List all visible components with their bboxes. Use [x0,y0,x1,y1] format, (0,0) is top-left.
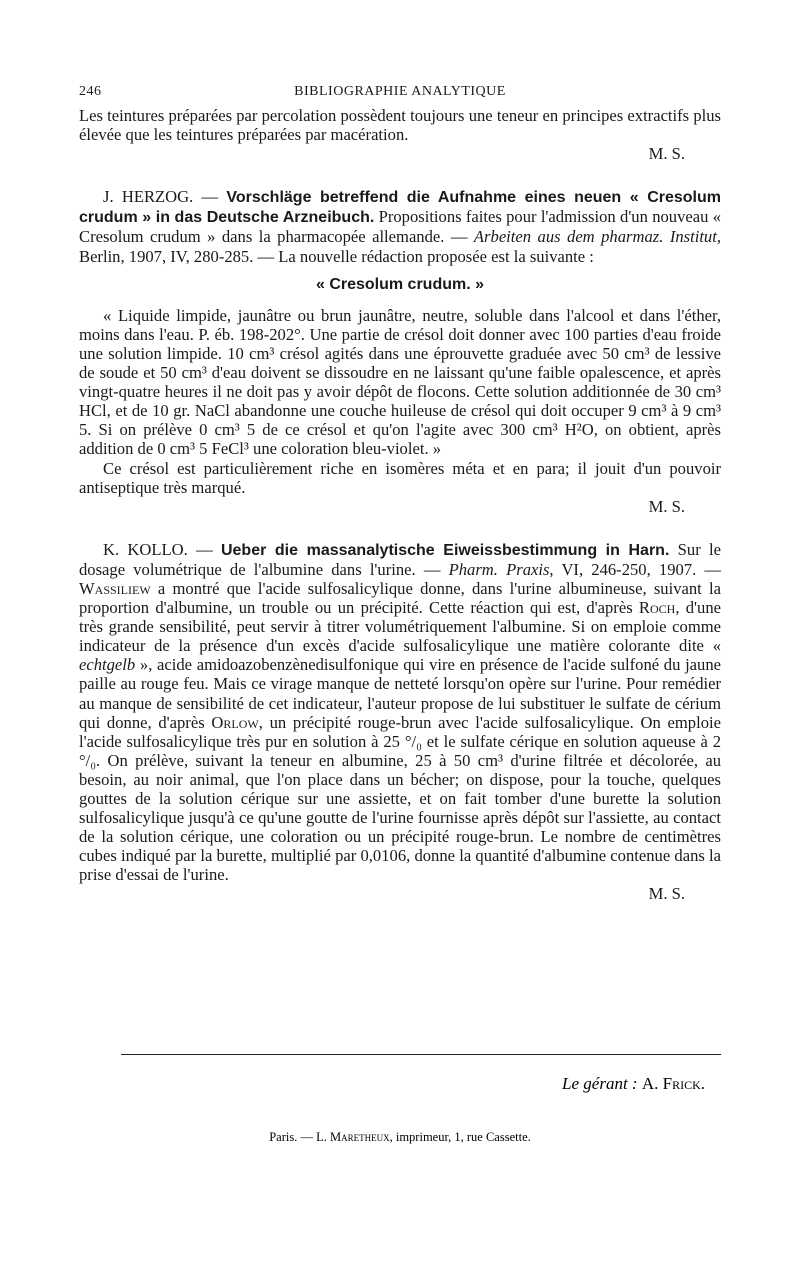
entry-kollo-paragraph [79,540,721,885]
entry-closing: Ce crésol est particulièrement riche en isomères méta et en para; il jouit d'un pouvoir antiseptique très marqué. [79,458,721,497]
entry-journal: Arbeiten aus dem pharmaz. Institut, [473,227,721,247]
entry-dash: — [193,187,227,207]
intro-paragraph [79,106,721,144]
entry-subheading-text: « Cresolum crudum. » [315,275,485,293]
intro-signature: M. S. [648,144,685,164]
manager-label: Le gérant : [562,1074,642,1093]
entry-author: J. HERZOG. [103,187,194,207]
entry-title: Ueber die massanalytische Eiweissbestimmung in Harn. [220,541,670,559]
entry-herzog [79,187,721,516]
entry-subheading [79,274,721,294]
entry-dash: — [187,539,221,559]
document-page [79,84,721,904]
footer-rule [121,1054,721,1055]
intro-text: Les teintures préparées par percolation possèdent toujours une teneur en principes extractifs plus élevée que les teintures préparées par macération. [79,106,721,145]
entry-citation: Berlin, 1907, IV, 280-285. — La nouvelle rédaction proposée est la suivante : [79,246,594,266]
dye-name: echtgelb [79,655,136,675]
entry-signature: M. S. [648,884,685,904]
entry-quote: « Liquide limpide, jaunâtre ou brun jaunâtre, neutre, soluble dans l'alcool et dans l'éther, moins dans l'eau. P. éb. 198-202°. Une partie de crésol doit donner avec 100 parties d'eau froide une solution limpide. 10 cm³ crésol agités dans une éprouvette graduée avec 50 cm³ de lessive de soude et 50 cm³ d'eau doivent se dissoudre en ne laissant qu'une faible opalescence, et après vingt-quatre heures il ne doit pas y avoir dépôt de flocons. Cette solution additionnée de 30 cm³ HCl, et de 10 gr. NaCl abandonne une couche huileuse de crésol qui doit occuper 9 cm³ à 9 cm³ 5. Si on prélève 0 cm³ 5 de ce crésol et qu'on l'agite avec 300 cm³ H²O, on obtient, après addition de 0 cm³ 5 FeCl³ une coloration bleu-violet. » [79,305,721,459]
cited-name: Roch [638,598,676,618]
entry-summary-c: a montré que l'acide sulfosalicylique donne, dans l'urine albumineuse, suivant la proportion d'albumine, un trouble ou un précipité. Cette réaction qui est, d'après [79,578,721,618]
entry-kollo [79,540,721,904]
entry-summary-a: Sur le dosage volumétrique de l'albumine dans l'urine. — [79,539,721,579]
printer-name: Maretheux [330,1130,390,1144]
entry-summary-f: , un précipité rouge-brun avec l'acide sulfosalicylique. On emploie l'acide sulfosalicylique très pur en solution à 25 °/₀ et le sulfate cérique en solution aqueuse à 2 °/₀. On prélève, suivant la teneur en albumine, 25 à 50 cm³ d'urine filtrée et décolorée, au besoin, au noir animal, que l'on place dans un bécher; on dispose, pour la touche, quelques gouttes de la solution cérique sur une assiette, et on fait tomber d'une burette la solution sulfosalicylique jusqu'à ce qu'une goutte de l'urine fournisse après dépôt sur l'assiette, au contact de la solution cérique, une coloration ou un précipité rouge-brun. Le nombre de centimètres cubes indiqué par la burette, multiplié par 0,0106, donne la quantité d'albumine contenue dans la prise d'essai de l'urine. [79,712,721,885]
manager-name: A. Frick. [641,1074,705,1093]
entry-summary: Propositions faites pour l'admission d'un nouveau « Cresolum crudum » dans la pharmacopée allemande. — [79,207,721,247]
entry-summary-e: », acide amidoazobenzènedisulfonique qui vire en présence de l'acide sulfoné du jaune paille au rouge feu. Mais ce virage manque de netteté lorsqu'on opère sur l'urine. Pour remédier au manque de sensibilité de cet indicateur, l'auteur propose de lui substituer le sulfate de cérium qui donne, d'après [79,655,721,732]
page-number: 246 [79,84,102,99]
entry-author: K. KOLLO. [103,539,188,559]
entry-title: Vorschläge betreffend die Aufnahme eines neuen « Cresolum crudum » in das Deutsche Arzneibuch. [79,189,721,227]
entry-summary-d: , d'une très grande sensibilité, peut servir à titrer volumétriquement l'albumine. Si on emploie comme indicateur de la présence d'un excès d'acide sulfosalicylique une matière colorante dite « [79,598,721,656]
entry-summary-b: VI, 246-250, 1907. — [553,559,721,579]
entry-journal: Pharm. Praxis, [448,559,554,579]
cited-name: Wassiliew [79,578,151,598]
running-title: BIBLIOGRAPHIE ANALYTIQUE [294,84,506,99]
entry-herzog-paragraph [79,187,721,265]
printer-line [0,1130,800,1145]
printer-text-b: , imprimeur, 1, rue Cassette. [389,1130,531,1144]
cited-name: Orlow [211,712,259,732]
running-header [79,84,721,106]
entry-signature: M. S. [648,496,685,516]
printer-text-a: Paris. — L. [269,1130,330,1144]
manager-line [562,1074,705,1094]
